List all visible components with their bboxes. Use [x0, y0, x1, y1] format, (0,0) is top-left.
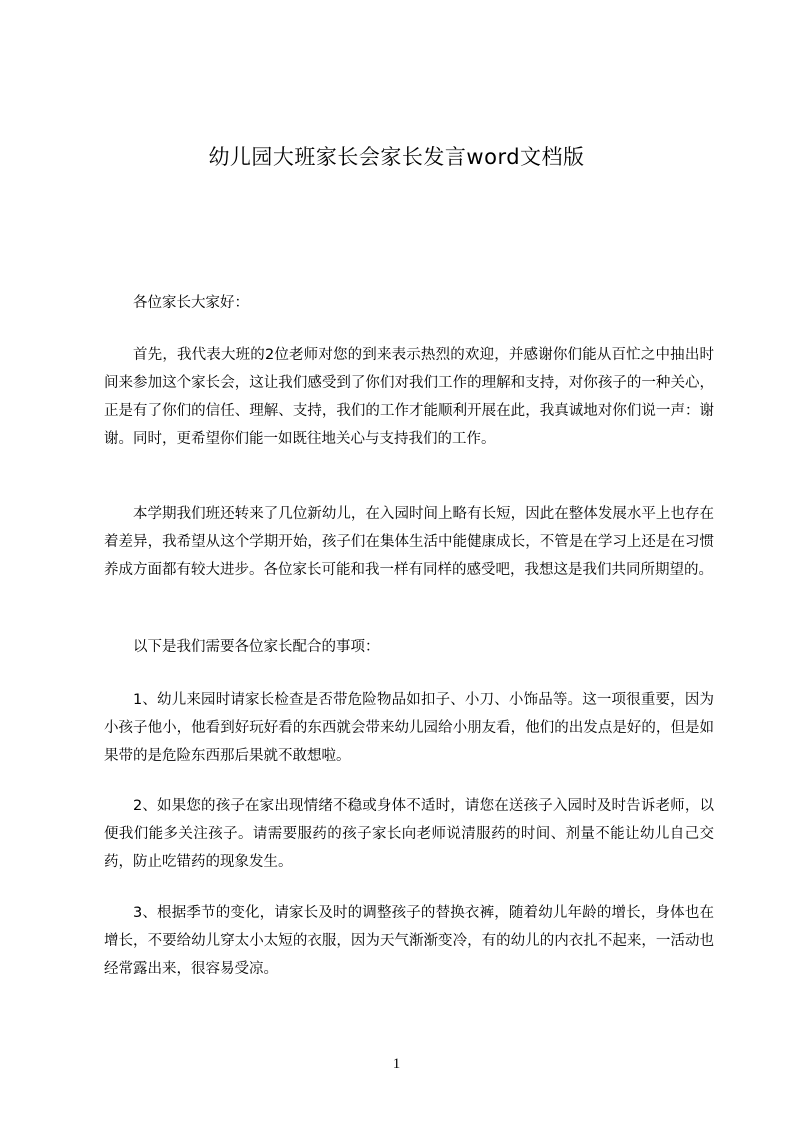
item-2-paragraph: 2、如果您的孩子在家出现情绪不稳或身体不适时，请您在送孩子入园时及时告诉老师，以便我们能多关注孩子。请需要服药的孩子家长向老师说清服药的时间、剂量不能让幼儿自己交药，防止吃错药的现象发生。 [104, 798, 714, 870]
greeting-paragraph: 各位家长大家好： [133, 295, 249, 311]
item-1-paragraph: 1、幼儿来园时请家长检查是否带危险物品如扣子、小刀、小饰品等。这一项很重要，因为小孩子他小，他看到好玩好看的东西就会带来幼儿园给小朋友看，他们的出发点是好的，但是如果带的是危险东西那后果就不敢想啦。 [104, 692, 714, 764]
item-3-paragraph: 3、根据季节的变化，请家长及时的调整孩子的替换衣裤，随着幼儿年龄的增长，身体也在增长，不要给幼儿穿太小太短的衣服，因为天气渐渐变冷，有的幼儿的内衣扎不起来，一活动也经常露出来，很容易受凉。 [104, 905, 714, 977]
opening-paragraph: 首先，我代表大班的2位老师对您的到来表示热烈的欢迎，并感谢你们能从百忙之中抽出时间来参加这个家长会，这让我们感受到了你们对我们工作的理解和支持，对你孩子的一种关心，正是有了你们的信任、理解、支持，我们的工作才能顺利开展在此，我真诚地对你们说一声：谢谢。同时，更希望你们能一如既往地关心与支持我们的工作。 [104, 347, 714, 447]
page-number: 1 [392, 1056, 401, 1072]
class-status-paragraph: 本学期我们班还转来了几位新幼儿，在入园时间上略有长短，因此在整体发展水平上也存在着差异，我希望从这个学期开始，孩子们在集体生活中能健康成长，不管是在学习上还是在习惯养成方面都有较大进步。各位家长可能和我一样有同样的感受吧，我想这是我们共同所期望的。 [104, 506, 714, 578]
document-title: 幼儿园大班家长会家长发言word文档版 [208, 145, 585, 169]
cooperation-intro-paragraph: 以下是我们需要各位家长配合的事项： [133, 639, 380, 655]
